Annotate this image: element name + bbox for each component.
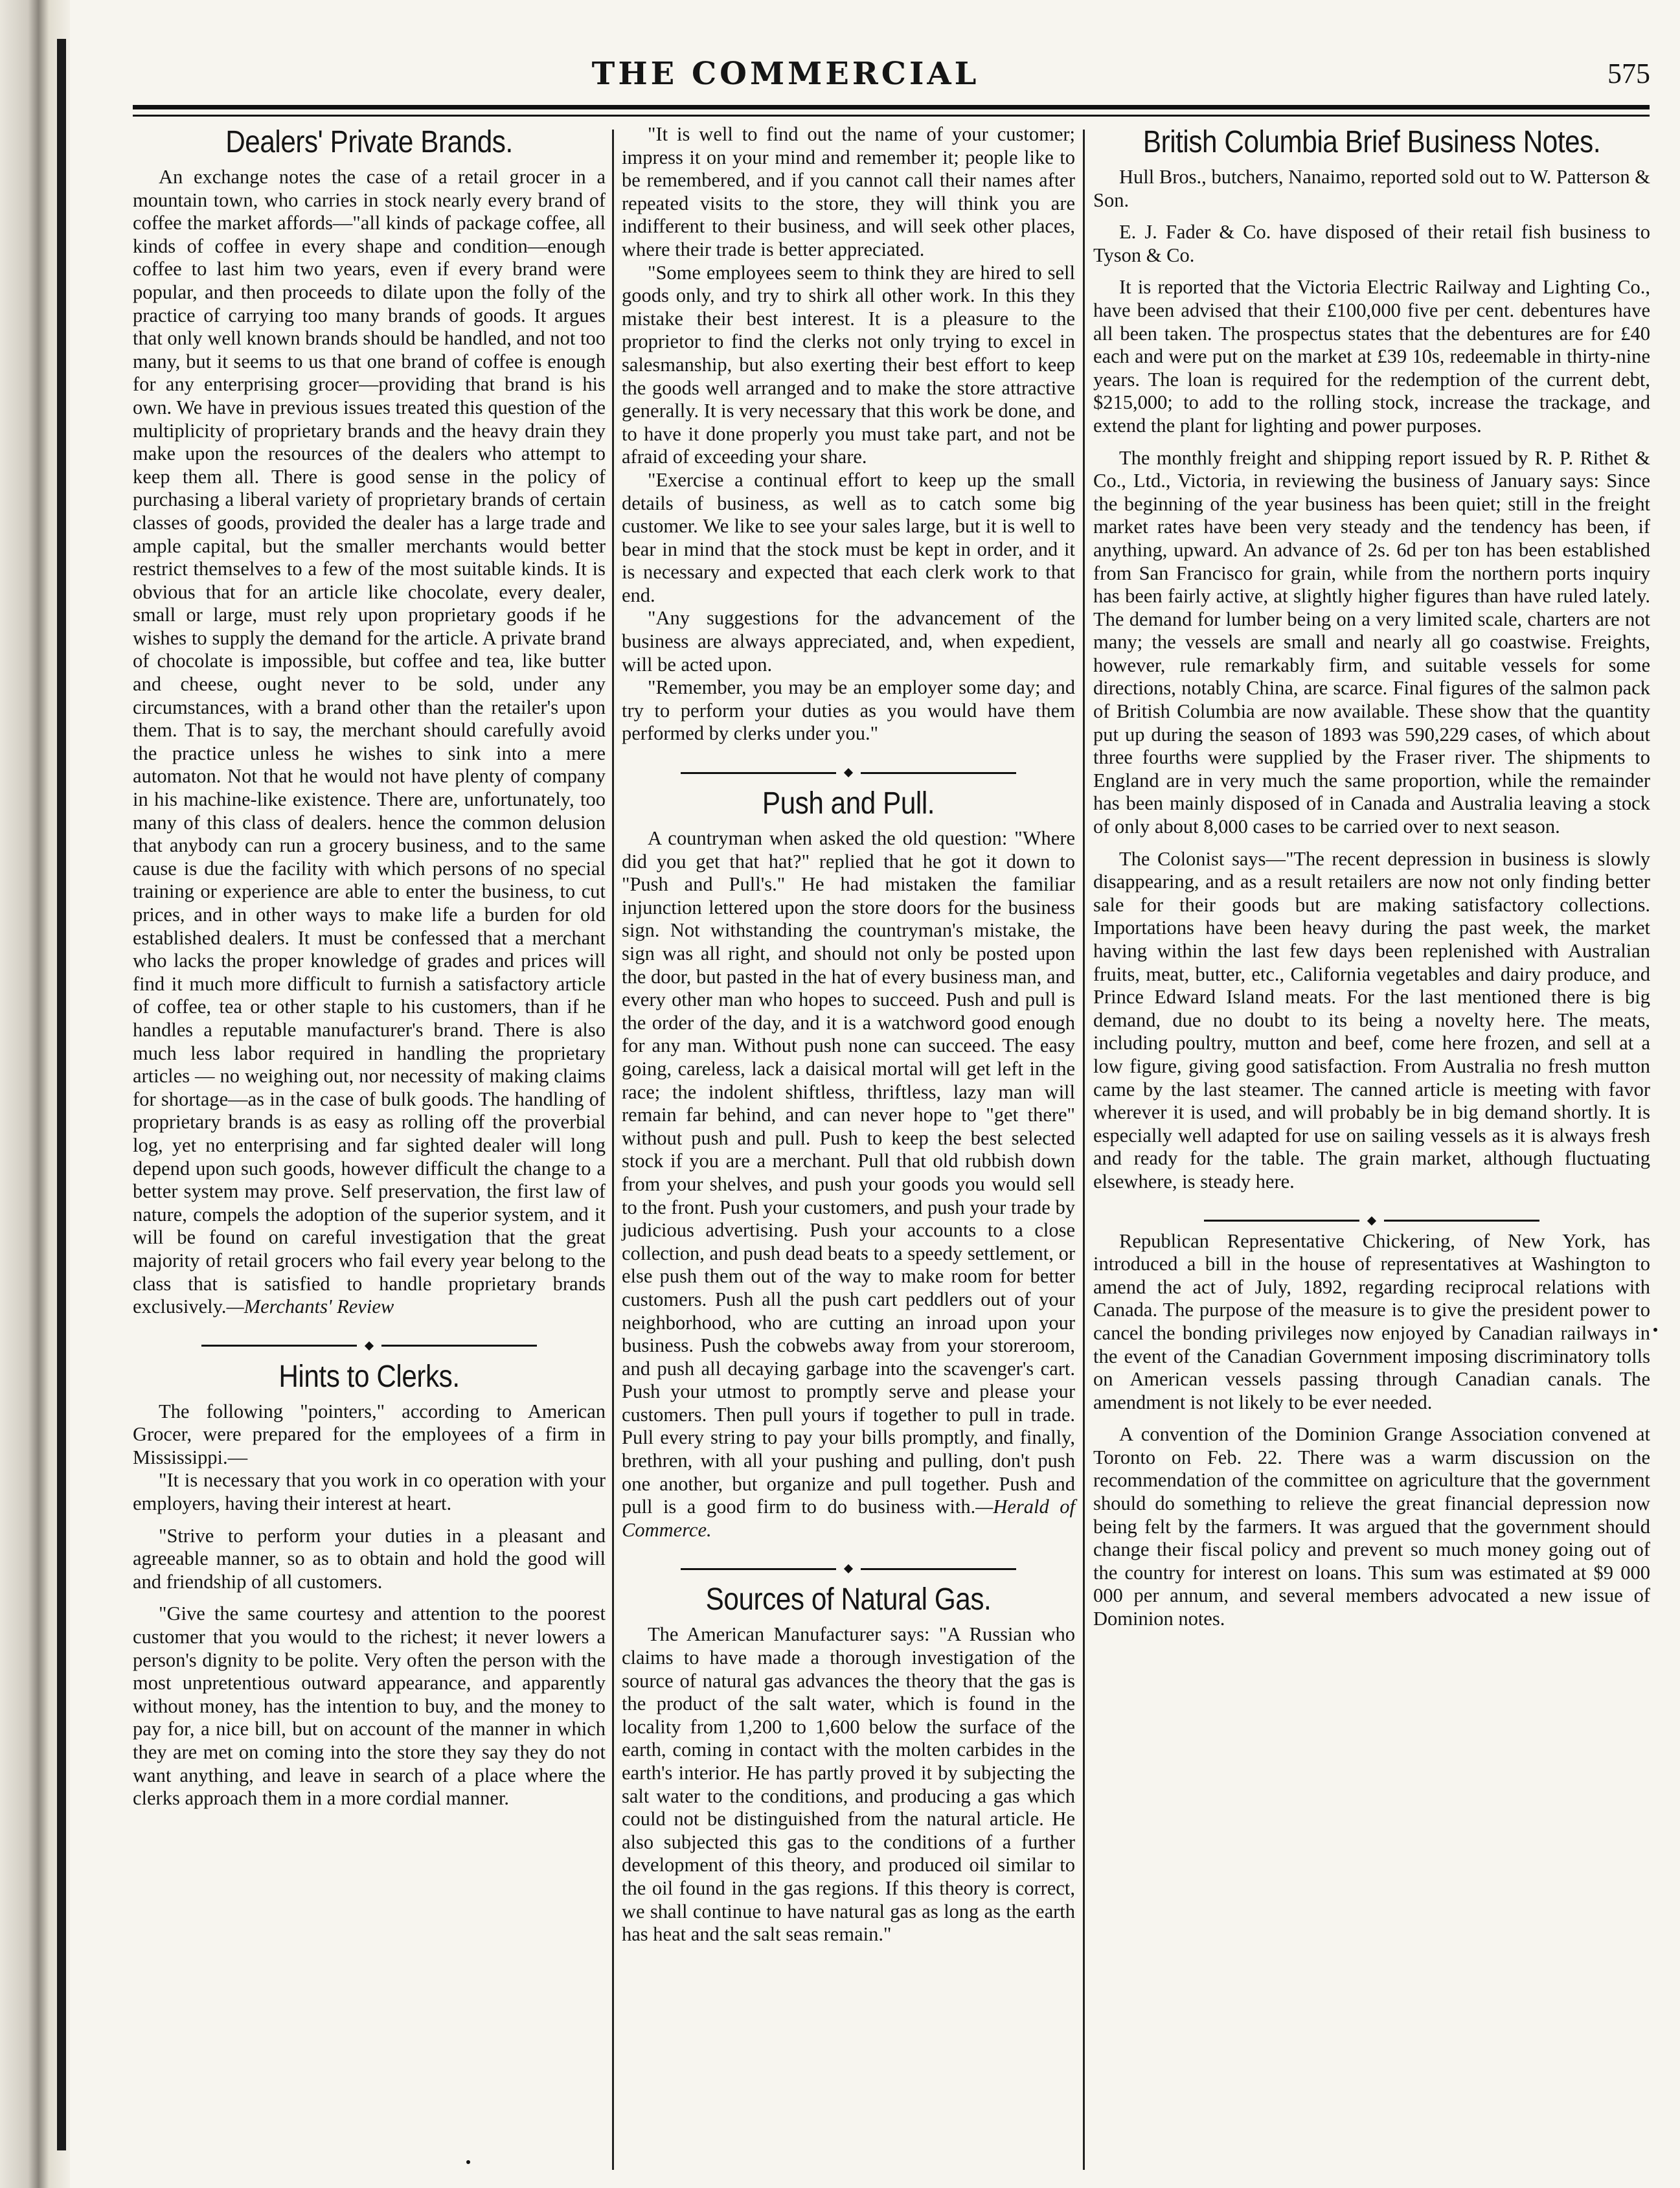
binding-rule (57, 39, 66, 2150)
column-divider-2 (1083, 130, 1085, 2170)
article-paragraph (622, 827, 1075, 1542)
article-paragraph: A convention of the Dominion Grange Association convened at Toronto on Feb. 22. There was a warm discussion on the recommendation of the committee on agriculture that the government should do something to relieve the great financial depression now being felt by the farmers. It was argued that the government should change their fiscal policy and prevent so much money going out of the country for interest on loans. This sum was estimated at $9 000 000 per annum, and several members advocated a new issue of Dominion notes. (1093, 1423, 1650, 1630)
article-paragraph (133, 166, 606, 1319)
publication-title: THE COMMERCIAL (591, 56, 980, 92)
header-rule-thick (133, 105, 1650, 109)
article-heading-dealers-private-brands: Dealers' Private Brands. (225, 125, 513, 159)
column-1 (133, 123, 606, 1810)
article-paragraph: The Colonist says—"The recent depression in business is slowly disappearing, and as a result retailers are now not only finding better sale for their goods but are making satisfactory collections. Importations have been heavy during the past week, the market having within the last few days been replenished with Australian fruits, meat, butter, etc., California vegetables and dairy produce, and Prince Edward Island meats. For the last mentioned there is big demand, due no doubt to its being a novelty here. The meats, including poultry, mutton and beef, come here frozen, and sell at a low figure, giving good satisfaction. From Australia no fresh mutton came by the last steamer. The canned article is meeting with favor wherever it is used, and will probably be in big demand shortly. It is especially well adapted for use on sailing vessels as it is always fresh and ready for the table. The grain market, although fluctuating elsewhere, is steady here. (1093, 847, 1650, 1192)
article-separator (622, 760, 1075, 775)
paragraph-text: A countryman when asked the old question: "Where did you get that hat?" replied that he got it down to "Push and Pull's." He had mistaken the familiar injunction lettered upon the store doors for the business sign. Not withstanding the countryman's mistake, the sign was all right, and should not only be posted upon the door, but pasted in the hat of every business man, and every other man who hopes to succeed. Push and pull is the order of the day, and it is a watchword good enough for any man. Without push none can succeed. The easy going, careless, lack a daisical mortal will get left in the race; the indolent shiftless, thriftless, lazy man will remain far behind, and can never hope to "get there" without push and pull. Push to keep the best selected stock if you are a merchant. Pull that old rubbish down from your shelves, and push your goods you would sell to the front. Push your customers, and push your trade by judicious advertising. Push your accounts to a close collection, and push dead beats to a speedy settlement, or else push them out of the way to make room for better customers. Push all the push cart peddlers out of your neighborhood, who are cutting an inroad upon your business. Push the cobwebs away from your storeroom, and push all decaying garbage into the scavenger's cart. Push your utmost to promptly serve and please your customers. Then pull yours if together to pull in trade. Pull every string to pay your bills promptly, and finally, brethren, with all your pushing and pulling, don't push one another, but organize and pull together. Push and pull is a good firm to do business with. (622, 827, 1075, 1518)
print-mark (1653, 1328, 1657, 1332)
article-separator (1093, 1208, 1650, 1224)
header-rule-thin (133, 115, 1650, 117)
article-heading-push-and-pull: Push and Pull. (762, 786, 935, 821)
column-divider-1 (612, 130, 614, 2170)
article-paragraph: "Any suggestions for the advancement of the business are always appreciated, and, when expedient, will be acted upon. (622, 607, 1075, 676)
article-paragraph: "Some employees seem to think they are hired to sell goods only, and try to shirk all other work. In this they mistake their best interest. It is a pleasure to the proprietor to find the clerks not only trying to excel in salesmanship, but also exerting their best effort to keep the goods well arranged and to make the store attractive generally. It is very necessary that this work be done, and to have it done properly you must take part, and not be afraid of exceeding your share. (622, 261, 1075, 468)
article-paragraph: "Remember, you may be an employer some day; and try to perform your duties as you would have them performed by clerks under you." (622, 676, 1075, 745)
article-paragraph: "Exercise a continual effort to keep up the small details of business, as well as to catch some big customer. We like to see your sales large, but it is well to bear in mind that the stock must be kept in order, and it is necessary and expected that each clerk work to that end. (622, 468, 1075, 606)
article-paragraph: "It is necessary that you work in co operation with your employers, having their interest at heart. (133, 1469, 606, 1515)
article-paragraph: The monthly freight and shipping report issued by R. P. Rithet & Co., Ltd., Victoria, in reviewing the business of January says: Since the beginning of the year business has been quiet; still in the freight market rates have been very steady and the tendency has been, if anything, upward. An advance of 2s. 6d per ton has been established from San Francisco for grain, while from the northern ports inquiry has been fairly active, at slightly higher figures than have ruled lately. The demand for lumber being on a very limited scale, charters are not many; the vessels are small and nearly all go coastwise. Freights, however, rule remarkably firm, and suitable vessels for some directions, notably China, are scarce. Final figures of the salmon pack of British Columbia are now available. These show that the quantity put up during the season of 1893 was 590,229 cases, of which about three fourths were supplied by the Fraser river. The shipments to England are in very much the same proportion, while the remainder has been mainly disposed of in Canada and Australia leaving a stock of only about 8,000 cases to be carried over to next season. (1093, 446, 1650, 838)
article-source: —Herald of Commerce. (622, 1496, 1075, 1541)
article-heading-british-columbia-notes: British Columbia Brief Business Notes. (1142, 125, 1601, 159)
article-paragraph: It is reported that the Victoria Electric Railway and Lighting Co., have been advised that their £100,000 five per cent. debentures have all been taken. The prospectus states that the debentures are for £40 each and were put on the market at £39 10s, redeemable in thirty-nine years. The loan is required for the redemption of the current debt, $215,000; to add to the rolling stock, increase the trackage, and extend the plant for lighting and power purposes. (1093, 276, 1650, 437)
article-paragraph: Hull Bros., butchers, Nanaimo, reported sold out to W. Patterson & Son. (1093, 166, 1650, 211)
article-separator (622, 1556, 1075, 1571)
print-mark (466, 2160, 470, 2164)
article-heading-sources-of-natural-gas: Sources of Natural Gas. (705, 1582, 992, 1617)
masthead (70, 56, 1650, 101)
article-heading-hints-to-clerks: Hints to Clerks. (278, 1359, 460, 1394)
article-paragraph: "Strive to perform your duties in a pleasant and agreeable manner, so as to obtain and hold the good will and friendship of all customers. (133, 1524, 606, 1593)
article-separator (133, 1333, 606, 1349)
paragraph-text: An exchange notes the case of a retail grocer in a mountain town, who carries in stock nearly every brand of coffee the market affords—"all kinds of package coffee, all kinds of coffee in every shape and condition—enough coffee to last him two years, even if every brand were popular, and then proceeds to dilate upon the folly of the practice of carrying too many brands of goods. It argues that only well known brands should be handled, and not too many, but it seems to us that one brand of coffee is enough for any enterprising grocer—providing that brand is his own. We have in previous issues treated this question of the multiplicity of proprietary brands and the heavy drain they make upon the resources of the dealers who attempt to keep them all. There is good sense in the policy of purchasing a liberal variety of proprietary brands of certain classes of goods, provided the dealer has a large trade and ample capital, but the smaller merchants would better restrict themselves to a few of the most suitable kinds. It is obvious that for an article like chocolate, every dealer, small or large, must rely upon proprietary goods if he wishes to supply the demand for the article. A private brand of chocolate is impossible, but coffee and tea, like butter and cheese, ought never to be sold, under any circumstances, with a brand other than the retailer's upon them. That is to say, the merchant should carefully avoid the practice unless he wishes to sink into a mere automaton. Not that he would not have plenty of company in his machine-like existence. There are, unfortunately, too many of this class of dealers. hence the common delusion that anybody can run a grocery business, and to the same cause is due the facility with which persons of no special training or experience are able to enter the business, to cut prices, and in other ways to make life a burden for old established dealers. It must be confessed that a merchant who lacks the proper knowledge of grades and prices will find it much more difficult to furnish a satisfactory article of coffee, tea or other staple to his customers, than if he handles a reputable manufacturer's brand. There is also much less labor required in handling the proprietary articles — no weighing out, nor necessity of making claims for shortage—as in the case of bulk goods. The handling of proprietary brands is as easy as rolling off the proverbial log, yet no enterprising and far sighted dealer will long depend upon such goods, however difficult the change to a better system may prove. Self preservation, the first law of nature, compels the adoption of the superior system, and it will be found on careful investigation that the great majority of retail grocers who fail every year belong to the class that is satisfied to handle proprietary brands exclusively. (133, 166, 606, 1318)
column-3 (1093, 123, 1650, 1631)
article-paragraph: The following "pointers," according to American Grocer, were prepared for the employees of a firm in Mississippi.— (133, 1400, 606, 1468)
article-paragraph: The American Manufacturer says: "A Russian who claims to have made a thorough investigation of the source of natural gas advances the theory that the gas is the product of the salt water, which is found in the locality from 1,200 to 1,600 below the surface of the earth, coming in contact with the molten carbides in the earth's interior. He has partly proved it by subjecting the salt water to the conditions, and producing a gas which could not be distinguished from the natural article. He also subjected this gas to the conditions of a further development of this theory, and produced oil similar to the oil found in the gas regions. If this theory is correct, we shall continue to have natural gas as long as the earth has heat and the salt seas remain." (622, 1623, 1075, 1946)
article-paragraph: "Give the same courtesy and attention to the poorest customer that you would to the richest; it never lowers a person's dignity to be polite. Very often the person with the most unpretentious outward appearance, and apparently without money, has the intention to buy, and the money to pay for, a nice bill, but on account of the manner in which they are met on coming into the store they say they do not want anything, and leave in search of a place where the clerks approach them in a more cordial manner. (133, 1602, 606, 1810)
article-paragraph: E. J. Fader & Co. have disposed of their retail fish business to Tyson & Co. (1093, 221, 1650, 266)
article-source: —Merchants' Review (226, 1295, 394, 1318)
page-number: 575 (1607, 58, 1650, 89)
column-2 (622, 123, 1075, 1946)
article-paragraph: "It is well to find out the name of your customer; impress it on your mind and remember it; people like to be remembered, and if you cannot call their names after repeated visits to the store, they will think you are indifferent to their business, and will seek other places, where their trade is better appreciated. (622, 123, 1075, 260)
article-paragraph: Republican Representative Chickering, of New York, has introduced a bill in the house of representatives at Washington to amend the act of July, 1892, regarding reciprocal relations with Canada. The purpose of the measure is to give the president power to cancel the bonding privileges now enjoyed by Canadian railways in the event of the Canadian Government imposing discriminatory tolls on American vessels passing through Canadian canals. The amendment is not likely to be ever needed. (1093, 1229, 1650, 1413)
